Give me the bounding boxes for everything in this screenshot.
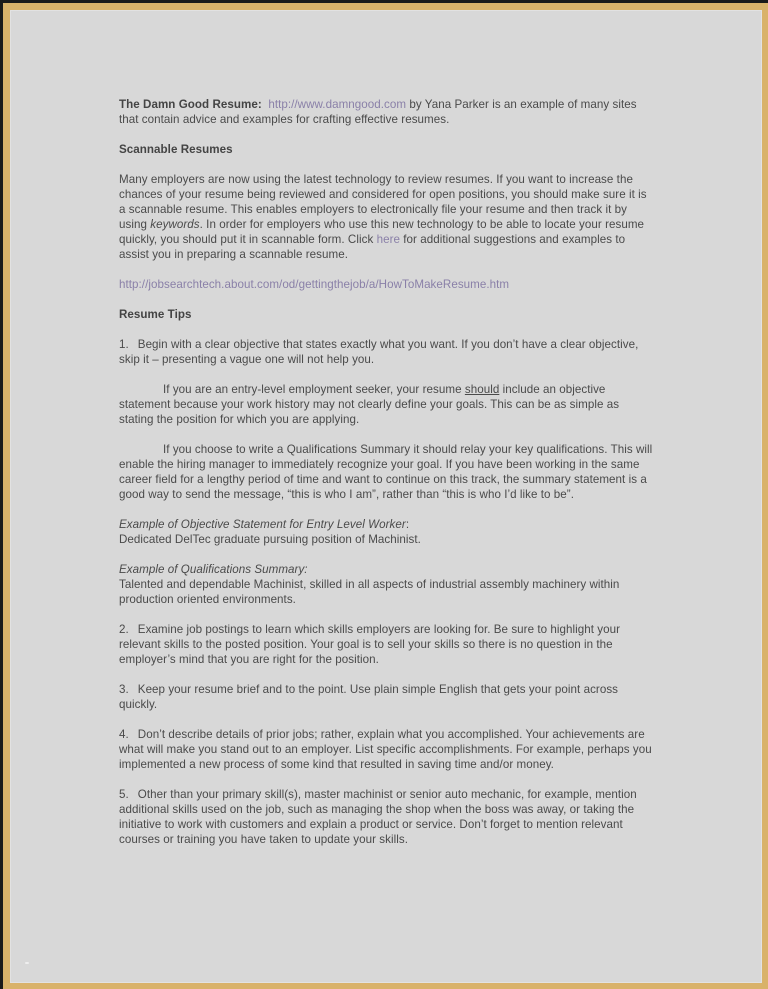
here-link[interactable]: here xyxy=(376,233,400,246)
tip-number: 4. xyxy=(119,728,129,741)
should-underlined: should xyxy=(464,383,500,396)
example-qualifications-label: Example of Qualifications Summary: xyxy=(119,563,308,576)
intro-text: by Yana Parker is an example of many sites that contain advice and examples for crafting effective resumes. xyxy=(119,98,637,126)
resume-tips-heading: Resume Tips xyxy=(119,308,192,321)
damngood-link[interactable]: http://www.damngood.com xyxy=(268,98,407,111)
tip-number: 2. xyxy=(119,623,129,636)
qualifications-paragraph: If you choose to write a Qualifications Summary it should relay your key qualifications. This will enable the hiring manager to immediately recognize your goal. If you have been working in the same career field for a lengthy period of time and want to continue on this track, the summary statement is a good way to send the message, “this is who I am”, rather than “this is who I’d like to be”. xyxy=(119,443,653,501)
keywords-emphasis: keywords xyxy=(150,218,200,231)
tip-number: 3. xyxy=(119,683,129,696)
entry-text-a: If you are an entry-level employment seeker, your resume xyxy=(163,383,465,396)
intro-paragraph xyxy=(119,97,654,127)
tip-2 xyxy=(119,622,654,667)
tip-text: Other than your primary skill(s), master machinist or senior auto mechanic, for example, mention additional skills used on the job, such as managing the shop when the boss was away, or taking the initiative to work with customers and explain a product or service. Don’t forget to mention relevant courses or training you have taken to update your skills. xyxy=(119,788,637,846)
scannable-paragraph xyxy=(119,172,654,262)
entry-level-paragraph xyxy=(119,382,654,427)
example-objective-text: Dedicated DelTec graduate pursuing position of Machinist. xyxy=(119,533,421,546)
tip-text: Don’t describe details of prior jobs; rather, explain what you accomplished. Your achievements are what will make you stand out to an employer. List specific accomplishments. For example, perhaps you implemented a new process of some kind that resulted in saving time and/or money. xyxy=(119,728,652,771)
page-speck xyxy=(25,962,29,964)
example-objective-label: Example of Objective Statement for Entry Level Worker xyxy=(119,518,406,531)
tip-4 xyxy=(119,727,654,772)
document-content xyxy=(119,97,654,847)
tip-text: Examine job postings to learn which skills employers are looking for. Be sure to highlight your relevant skills to the posted position. Your goal is to sell your skills so there is no question in the employer’s mind that you are right for the position. xyxy=(119,623,621,666)
tip-3 xyxy=(119,682,654,712)
tip-1 xyxy=(119,337,654,367)
tip-5 xyxy=(119,787,654,847)
tip-number: 1. xyxy=(119,338,129,351)
scannable-text-a: Many employers are now using the latest technology to review resumes. If you want to increase the chances of your resume being reviewed and considered for open positions, you should make sure it is a scannable resume. This enables employers to electronically file your resume and then track it by using xyxy=(119,173,647,231)
tip-text: Keep your resume brief and to the point. Use plain simple English that gets your point across quickly. xyxy=(119,683,619,711)
example-objective: Example of Objective Statement for Entry Level Worker: xyxy=(119,518,410,531)
tip-number: 5. xyxy=(119,788,129,801)
tip-text: Begin with a clear objective that states exactly what you want. If you don’t have a clear objective, skip it – presenting a vague one will not help you. xyxy=(119,338,639,366)
scannable-heading: Scannable Resumes xyxy=(119,143,233,156)
scannable-text-b: . In order for employers who use this new technology to be able to locate your resume quickly, you should put it in scannable form. Click xyxy=(119,218,645,246)
jobsearchtech-link[interactable]: http://jobsearchtech.about.com/od/gettingthejob/a/HowToMakeResume.htm xyxy=(119,278,510,291)
entry-text-b: include an objective statement because your work history may not clearly define your goals. This can be as simple as stating the position for which you are applying. xyxy=(119,383,620,426)
scannable-text-c: for additional suggestions and examples to assist you in preparing a scannable resume. xyxy=(119,233,626,261)
intro-title: The Damn Good Resume: xyxy=(119,98,262,111)
example-qualifications-text: Talented and dependable Machinist, skilled in all aspects of industrial assembly machinery within production oriented environments. xyxy=(119,578,620,606)
